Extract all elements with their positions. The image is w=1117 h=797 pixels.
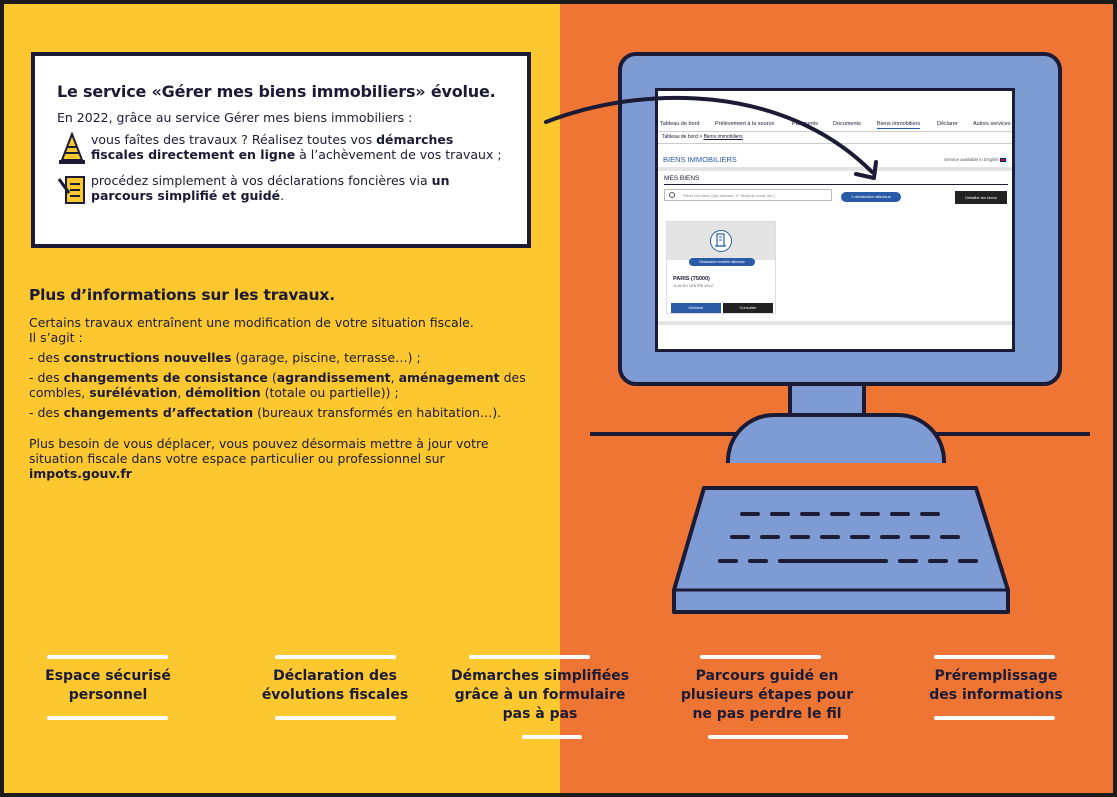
works-list-item-consistance: - des changements de consistance (agrandissement, aménagement des combles, surélévation, démolition (totale ou partielle)) ; xyxy=(29,370,526,400)
intro-item-declaration xyxy=(57,173,507,207)
intro-box xyxy=(31,52,531,248)
screen-nav-item[interactable]: Prélèvement à la source xyxy=(715,121,775,127)
feature-tax-declaration: Déclaration des évolutions fiscales xyxy=(261,668,409,703)
screen-footer-band xyxy=(658,321,1015,325)
feature-bottom-bar xyxy=(934,716,1055,720)
works-info-intro: Certains travaux entraînent une modification de votre situation fiscale. Il s’agit : xyxy=(29,315,474,345)
feature-top-bar xyxy=(275,655,396,659)
intro-lead: En 2022, grâce au service Gérer mes biens immobiliers : xyxy=(57,110,413,125)
feature-secure-space: Espace sécurisé personnel xyxy=(45,668,171,703)
impots-link[interactable]: impots.gouv.fr xyxy=(29,466,132,481)
page xyxy=(4,4,1113,793)
feature-guided-path: Parcours guidé en plusieurs étapes pour ne pas perdre le fil xyxy=(680,668,854,722)
intro-item-works-text: vous faîtes des travaux ? Réalisez toutes vos démarches fiscales directement en ligne à l’achèvement de vos travaux ; xyxy=(91,132,502,162)
feature-top-bar xyxy=(47,655,168,659)
keyboard xyxy=(672,484,1010,616)
screen-nav-item[interactable]: Paiements xyxy=(792,121,818,127)
works-list-item-affectation: - des changements d’affectation (bureaux transformés en habitation…). xyxy=(29,405,502,420)
screen-my-properties-title: MES BIENS xyxy=(664,175,700,182)
works-info-section xyxy=(29,288,529,486)
intro-title: Le service «Gérer mes biens immobiliers» évolue. xyxy=(57,82,496,101)
feature-bottom-bar xyxy=(275,716,396,720)
screen-pending-declaration-button[interactable]: 1 déclaration attendue xyxy=(841,192,901,202)
uk-flag-icon xyxy=(1000,158,1006,162)
monitor-base xyxy=(726,413,946,463)
screen-divider xyxy=(658,131,1015,132)
search-icon xyxy=(669,192,675,198)
property-card-badge: Déclaration foncière attendue xyxy=(689,258,755,266)
feature-bottom-bar xyxy=(708,735,848,739)
property-card-address: 11 AV DU CENTRE VILLE xyxy=(673,284,714,288)
traffic-cone-icon xyxy=(57,132,87,166)
intro-item-declaration-text: procédez simplement à vos déclarations foncières via un parcours simplifié et guidé. xyxy=(91,173,450,203)
screen-nav xyxy=(658,117,1015,131)
intro-item-works xyxy=(57,132,507,166)
feature-top-bar xyxy=(934,655,1055,659)
screen-divider xyxy=(658,143,1015,144)
screen-property-card xyxy=(666,221,776,314)
screen-nav-item[interactable]: Autres services xyxy=(973,121,1011,127)
feature-top-bar xyxy=(700,655,821,659)
computer-illustration xyxy=(560,4,1113,644)
screen-english-link[interactable]: Service available in English xyxy=(944,157,1006,162)
screen-nav-item[interactable]: Tableau de bord xyxy=(660,121,700,127)
feature-simplified-steps: Démarches simplifiées grâce à un formulaire pas à pas xyxy=(450,668,630,722)
screen-gray-band xyxy=(658,167,1015,171)
checklist-pen-icon xyxy=(57,173,87,207)
screen-nav-item-active[interactable]: Biens immobiliers xyxy=(877,121,921,127)
screen-search-input[interactable]: Filtrer les biens (par adresse, n° fiscal du local, etc.) xyxy=(664,189,832,201)
property-card-city: PARIS (75000) xyxy=(673,276,710,282)
screen-breadcrumb: Tableau de bord > Biens immobiliers xyxy=(662,134,743,140)
works-info-title: Plus d’informations sur les travaux. xyxy=(29,286,335,304)
screen-divider xyxy=(664,184,1008,185)
screen-nav-item[interactable]: Déclarer xyxy=(937,121,958,127)
works-list-item-constructions: - des constructions nouvelles (garage, piscine, terrasse…) ; xyxy=(29,350,421,365)
feature-top-bar xyxy=(469,655,590,659)
building-icon xyxy=(710,230,732,252)
screen-heading: BIENS IMMOBILIERS xyxy=(663,155,737,164)
screen-detail-button[interactable]: Détailler les biens xyxy=(955,191,1007,204)
property-declare-button[interactable]: Déclarer xyxy=(671,303,721,313)
property-consult-button[interactable]: Consulter xyxy=(723,303,773,313)
screen-nav-item[interactable]: Documents xyxy=(833,121,861,127)
feature-bottom-bar xyxy=(522,735,582,739)
works-info-outro: Plus besoin de vous déplacer, vous pouvez désormais mettre à jour votre situation fiscale dans votre espace particulier ou professionnel sur impots.gouv.fr xyxy=(29,436,489,481)
feature-prefill: Préremplissage des informations xyxy=(929,668,1063,703)
screen xyxy=(655,88,1015,352)
feature-bottom-bar xyxy=(47,716,168,720)
